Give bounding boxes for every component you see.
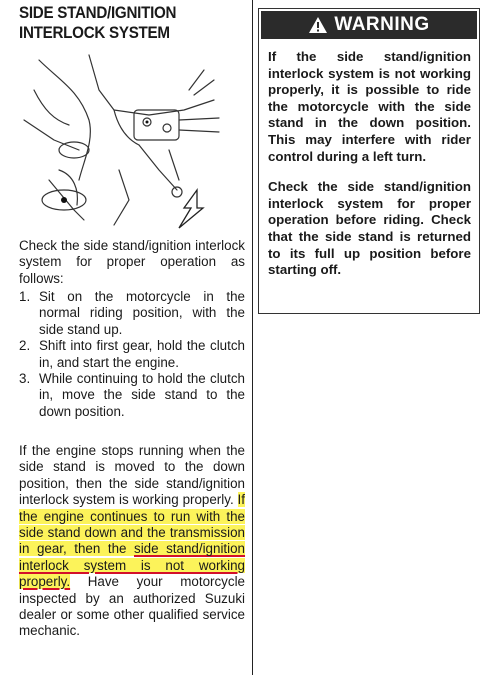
section-title	[19, 3, 227, 43]
result-text-plain: If the engine stops running when the side stand is moved to the down position, then the side stand/ignition interlock system is working properly.	[19, 443, 245, 508]
list-item	[19, 338, 245, 371]
side-stand-switch-icon	[19, 50, 224, 230]
section-title-line2: INTERLOCK SYSTEM	[19, 24, 170, 42]
highlighted-text: If the engine continues to run with the side stand down and the transmission in gear, then the	[19, 492, 245, 557]
result-paragraph	[19, 443, 245, 640]
list-item	[19, 371, 245, 420]
step-text: Shift into first gear, hold the clutch in, and start the engine.	[39, 338, 245, 370]
step-number: 1.	[19, 289, 31, 304]
result-text-plain-end: Have your motorcycle inspected by an authorized Suzuki dealer or some other qualified service mechanic.	[19, 574, 245, 639]
intro-paragraph: Check the side stand/ignition interlock system for proper operation as follows:	[19, 238, 245, 286]
step-text: Sit on the motorcycle in the normal riding position, with the side stand up.	[39, 289, 245, 337]
section-heading	[19, 3, 245, 43]
step-number: 2.	[19, 338, 31, 354]
warning-paragraph: Check the side stand/ignition interlock system for proper operation before riding. Check that the side stand is returned to its full up position before starting off.	[268, 179, 471, 278]
highlighted-underlined-text: side stand/ignition interlock system is not working properly.	[19, 541, 246, 590]
section-title-line1: SIDE STAND/IGNITION	[19, 4, 177, 22]
warning-header	[261, 11, 477, 39]
warning-body	[259, 41, 479, 279]
warning-box	[258, 8, 480, 314]
warning-paragraph: If the side stand/ignition interlock system is not working properly, it is possible to ride the motorcycle with the side stand in the down position. This may interfere with rider control during a left turn.	[268, 49, 471, 164]
step-number: 3.	[19, 371, 31, 387]
check-steps-list	[19, 289, 245, 420]
warning-label: WARNING	[334, 14, 430, 35]
list-item	[19, 289, 245, 338]
motorcycle-side-stand-illustration	[19, 50, 224, 230]
column-divider	[252, 0, 253, 675]
step-text: While continuing to hold the clutch in, move the side stand to the down position.	[39, 371, 245, 419]
warning-triangle-icon	[308, 16, 328, 34]
